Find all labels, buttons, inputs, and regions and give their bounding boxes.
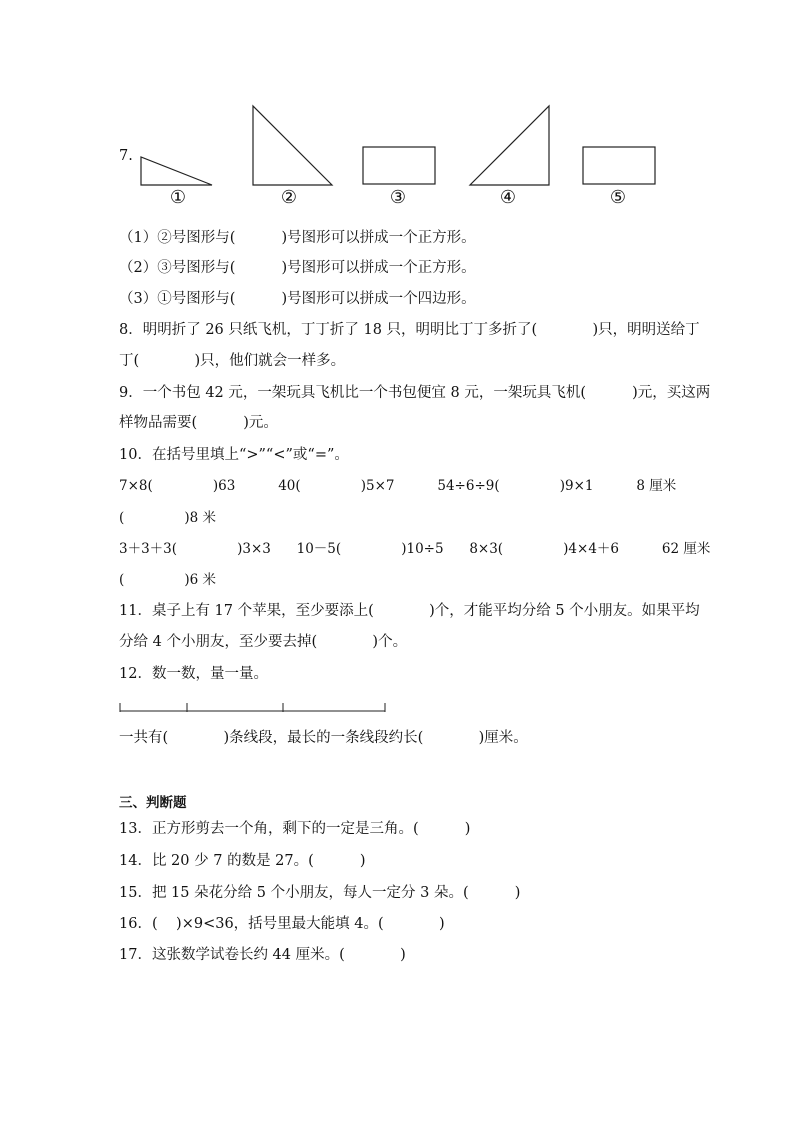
question-11-line-1: 11．桌子上有 17 个苹果，至少要添上( )个，才能平均分给 5 个小朋友。如果平均 — [119, 603, 700, 619]
question-9-line-1: 9．一个书包 42 元，一架玩具飞机比一个书包便宜 8 元，一架玩具飞机( )元，买这两 — [119, 385, 711, 401]
section-3-heading: 三、判断题 — [119, 795, 187, 811]
question-17: 17．这张数学试卷长约 44 厘米。( ) — [119, 947, 406, 963]
question-10-row-1: 7×8( )63 40( )5×7 54÷6÷9( )9×1 8 厘米 — [119, 478, 677, 494]
question-7-sub-3: （3）①号图形与( )号图形可以拼成一个四边形。 — [119, 291, 476, 307]
segmented-line-figure — [119, 698, 389, 714]
shape-2-right-triangle — [252, 105, 334, 187]
shape-5-rectangle — [582, 146, 657, 185]
shape-3-rectangle — [362, 146, 437, 185]
shape-label-4: ④ — [499, 187, 517, 208]
shape-label-1: ① — [169, 187, 187, 208]
question-16: 16．( )×9<36，括号里最大能填 4。( ) — [119, 916, 445, 932]
question-11-line-2: 分给 4 个小朋友，至少要去掉( )个。 — [119, 634, 408, 650]
question-10-row-2b: ( )6 米 — [119, 572, 216, 588]
question-7-number: 7. — [119, 148, 133, 164]
shape-label-2: ② — [280, 187, 298, 208]
question-12-answer: 一共有( )条线段，最长的一条线段约长( )厘米。 — [119, 730, 528, 746]
shape-label-3: ③ — [389, 187, 407, 208]
shape-1-right-triangle — [140, 156, 214, 186]
shape-label-5: ⑤ — [609, 187, 627, 208]
question-8-line-1: 8．明明折了 26 只纸飞机，丁丁折了 18 只，明明比丁丁多折了( )只，明明送给丁 — [119, 322, 700, 338]
question-14: 14．比 20 少 7 的数是 27。( ) — [119, 853, 366, 869]
question-7-sub-1: （1）②号图形与( )号图形可以拼成一个正方形。 — [119, 230, 476, 246]
question-13: 13．正方形剪去一个角，剩下的一定是三角。( ) — [119, 821, 471, 837]
shape-4-right-triangle — [469, 105, 551, 187]
question-7-sub-2: （2）③号图形与( )号图形可以拼成一个正方形。 — [119, 260, 476, 276]
question-15: 15．把 15 朵花分给 5 个小朋友，每人一定分 3 朵。( ) — [119, 885, 521, 901]
question-12-title: 12．数一数，量一量。 — [119, 666, 268, 682]
question-10-title: 10．在括号里填上“>”“<”或“=”。 — [119, 447, 349, 463]
question-8-line-2: 丁( )只，他们就会一样多。 — [119, 353, 346, 369]
question-10-row-2: 3＋3＋3( )3×3 10－5( )10÷5 8×3( )4×4＋6 62 厘米 — [119, 541, 711, 557]
question-10-row-1b: ( )8 米 — [119, 510, 216, 526]
question-9-line-2: 样物品需要( )元。 — [119, 415, 278, 431]
